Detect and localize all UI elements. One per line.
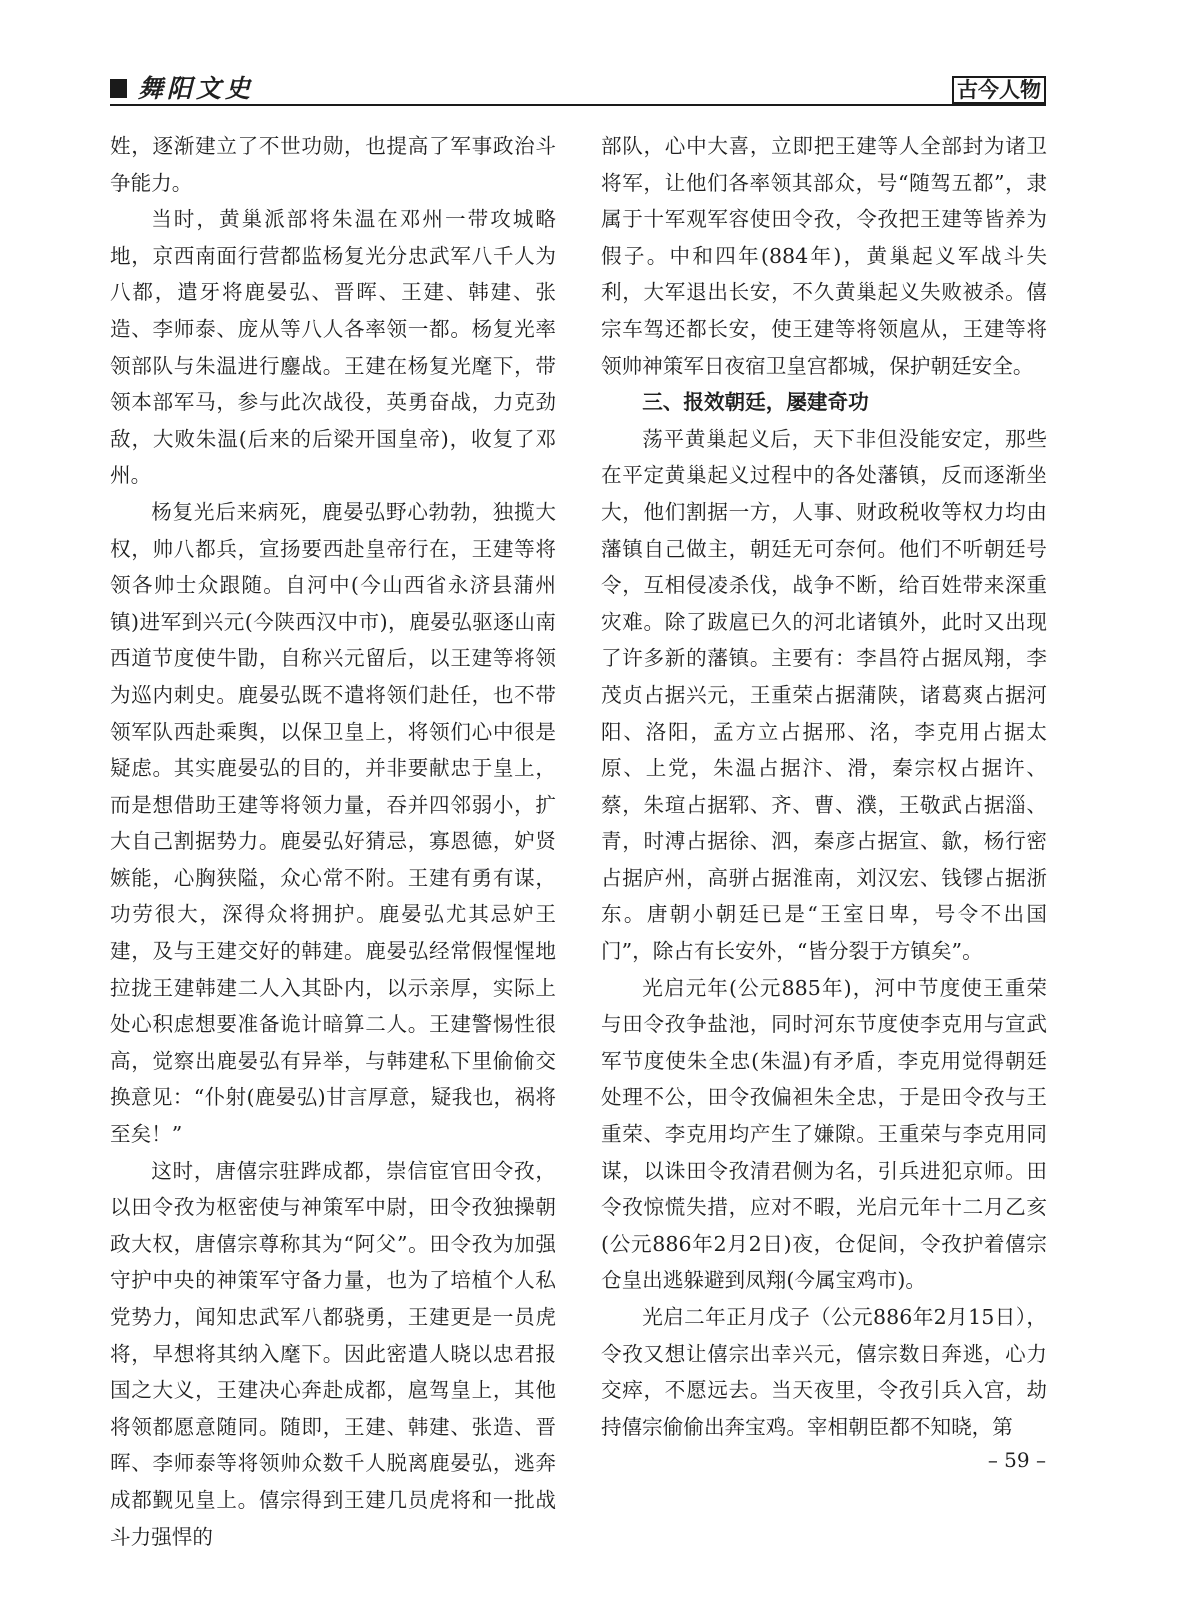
- left-paragraph-2: 当时，黄巢派部将朱温在邓州一带攻城略地，京西南面行营都监杨复光分忠武军八千人为八都，遣牙将鹿晏弘、晋晖、王建、韩建、张造、李师泰、庞从等八人各率领一都。杨复光率领部队与朱温进行鏖战。王建在杨复光麾下，带领本部军马，参与此次战役，英勇奋战，力克劲敌，大败朱温(后来的后梁开国皇帝)，收复了邓州。: [110, 207, 556, 488]
- right-paragraph-1: 部队，心中大喜，立即把王建等人全部封为诸卫将军，让他们各率领其部众，号“随驾五都”，隶属于十军观军容使田令孜，令孜把王建等皆养为假子。中和四年(884年)，黄巢起义军战斗失利，大军退出长安，不久黄巢起义失败被杀。僖宗车驾还都长安，使王建等将领扈从，王建等将领帅神策军日夜宿卫皇宫都城，保护朝廷安全。: [601, 134, 1047, 378]
- right-paragraph-3: 光启元年(公元885年)，河中节度使王重荣与田令孜争盐池，同时河东节度使李克用与宣武军节度使朱全忠(朱温)有矛盾，李克用觉得朝廷处理不公，田令孜偏袒朱全忠，于是田令孜与王重荣、李克用均产生了嫌隙。王重荣与李克用同谋，以诛田令孜清君侧为名，引兵进犯京师。田令孜惊慌失措，应对不暇，光启元年十二月乙亥(公元886年2月2日)夜，仓促间，令孜护着僖宗仓皇出逃躲避到凤翔(今属宝鸡市)。: [601, 975, 1047, 1293]
- left-paragraph-4: 这时，唐僖宗驻跸成都，崇信宦官田令孜，以田令孜为枢密使与神策军中尉，田令孜独操朝政大权，唐僖宗尊称其为“阿父”。田令孜为加强守护中央的神策军守备力量，也为了培植个人私党势力，闻知忠武军八都骁勇，王建更是一员虎将，早想将其纳入麾下。因此密遣人晓以忠君报国之大义，王建决心奔赴成都，扈驾皇上，其他将领都愿意随同。随即，王建、韩建、张造、晋晖、李师泰等将领帅众数千人脱离鹿晏弘，逃奔成都觐见皇上。僖宗得到王建几员虎将和一批战斗力强悍的: [110, 1158, 556, 1549]
- section-label: 古今人物: [952, 76, 1046, 104]
- right-paragraph-2: 荡平黄巢起义后，天下非但没能安定，那些在平定黄巢起义过程中的各处藩镇，反而逐渐坐大，他们割据一方，人事、财政税收等权力均由藩镇自己做主，朝廷无可奈何。他们不听朝廷号令，互相侵凌杀伐，战争不断，给百姓带来深重灾难。除了跋扈已久的河北诸镇外，此时又出现了许多新的藩镇。主要有：李昌符占据凤翔，李茂贞占据兴元，王重荣占据蒲陕，诸葛爽占据河阳、洛阳，孟方立占据邢、洺，李克用占据太原、上党，朱温占据汴、滑，秦宗权占据许、蔡，朱瑄占据郓、齐、曹、濮，王敬武占据淄、青，时溥占据徐、泗，秦彦占据宣、歙，杨行密占据庐州，高骈占据淮南，刘汉宏、钱镠占据浙东。唐朝小朝廷已是“王室日卑，号令不出国门”，除占有长安外，“皆分裂于方镇矣”。: [601, 426, 1047, 964]
- journal-title: 舞阳文史: [138, 74, 255, 103]
- left-column: [110, 128, 556, 1555]
- left-paragraph-1: 姓，逐渐建立了不世功勋，也提高了军事政治斗争能力。: [110, 134, 556, 195]
- right-column: [601, 128, 1047, 1445]
- running-header: [110, 74, 1046, 108]
- section-heading: 三、报效朝廷，屡建奇功: [642, 390, 869, 415]
- header-square-mark: [110, 79, 127, 98]
- header-rule: [110, 104, 1046, 106]
- right-paragraph-4: 光启二年正月戊子（公元886年2月15日），令孜又想让僖宗出幸兴元，僖宗数日奔逃，心力交瘁，不愿远去。当天夜里，令孜引兵入宫，劫持僖宗偷偷出奔宝鸡。宰相朝臣都不知晓，第: [601, 1305, 1047, 1439]
- left-paragraph-3: 杨复光后来病死，鹿晏弘野心勃勃，独揽大权，帅八都兵，宣扬要西赴皇帝行在，王建等将领各帅士众跟随。自河中(今山西省永济县蒲州镇)进军到兴元(今陕西汉中市)，鹿晏弘驱逐山南西道节度使牛勖，自称兴元留后，以王建等将领为巡内刺史。鹿晏弘既不遣将领们赴任，也不带领军队西赴乘舆，以保卫皇上，将领们心中很是疑虑。其实鹿晏弘的目的，并非要献忠于皇上，而是想借助王建等将领力量，吞并四邻弱小，扩大自己割据势力。鹿晏弘好猜忌，寡恩德，妒贤嫉能，心胸狭隘，众心常不附。王建有勇有谋，功劳很大，深得众将拥护。鹿晏弘尤其忌妒王建，及与王建交好的韩建。鹿晏弘经常假惺惺地拉拢王建韩建二人入其卧内，以示亲厚，实际上处心积虑想要准备诡计暗算二人。王建警惕性很高，觉察出鹿晏弘有异举，与韩建私下里偷偷交换意见：“仆射(鹿晏弘)甘言厚意，疑我也，祸将至矣！”: [110, 499, 556, 1147]
- page-number: – 59 –: [987, 1448, 1046, 1472]
